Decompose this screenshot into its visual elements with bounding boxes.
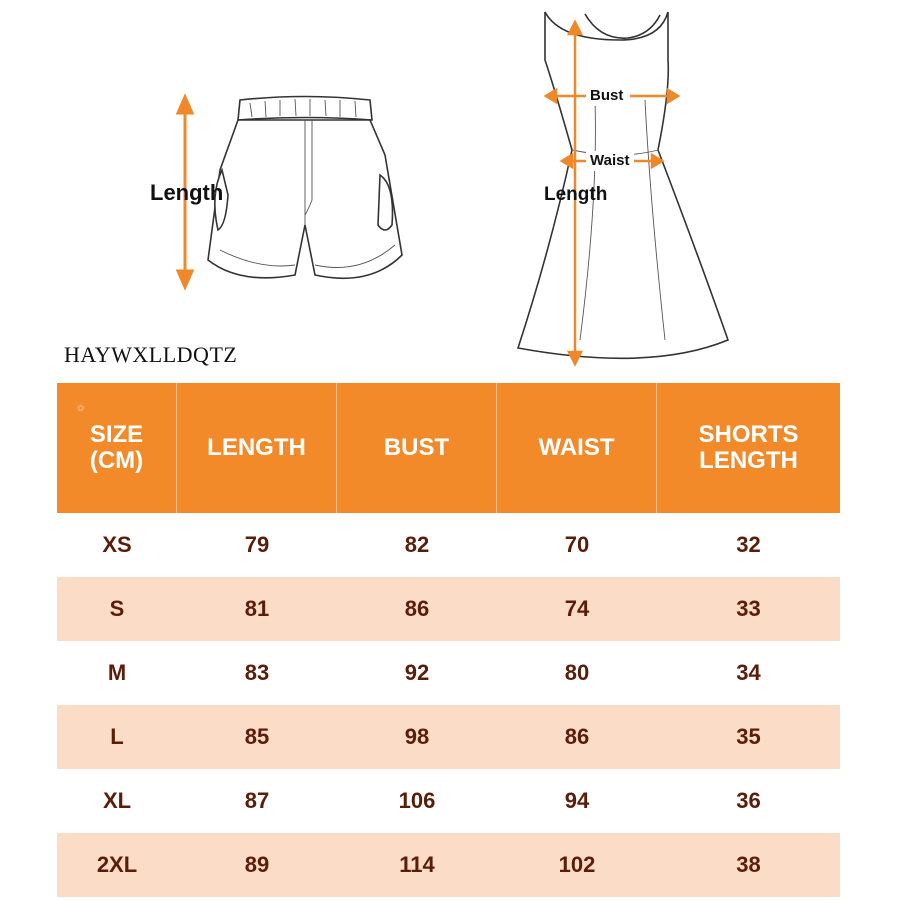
cell-size: XL	[102, 788, 132, 813]
header-size: SIZE (CM)	[57, 383, 177, 513]
cell-shorts-length: 35	[736, 724, 761, 749]
cell-waist: 74	[564, 596, 590, 621]
cell-shorts-length: 34	[736, 660, 761, 685]
size-table	[57, 383, 840, 900]
cell-bust: 106	[398, 788, 436, 813]
cell-length: 87	[244, 788, 270, 813]
cell-bust: 114	[399, 852, 435, 877]
cell-waist: 80	[564, 660, 590, 685]
cell-shorts-length: 32	[736, 532, 761, 557]
cell-shorts-length: 38	[736, 852, 761, 877]
shorts-length-label: Length	[150, 180, 224, 205]
cell-bust: 82	[404, 532, 430, 557]
cell-waist: 86	[564, 724, 590, 749]
cell-size: L	[110, 724, 124, 749]
header-length: LENGTH	[177, 383, 337, 513]
table-row	[57, 705, 840, 769]
table-row	[57, 513, 840, 577]
table-row	[57, 641, 840, 705]
cell-length: 85	[244, 724, 270, 749]
cell-size: XS	[102, 532, 132, 557]
table-row	[57, 833, 840, 897]
cell-length: 89	[244, 852, 270, 877]
dress-illustration	[500, 0, 740, 380]
cell-size: 2XL	[96, 852, 138, 877]
cell-length: 83	[244, 660, 270, 685]
cell-shorts-length: 36	[736, 788, 761, 813]
cell-waist: 94	[564, 788, 590, 813]
cell-shorts-length: 33	[736, 596, 761, 621]
shorts-illustration	[140, 75, 410, 315]
cell-bust: 86	[404, 596, 430, 621]
cell-size: S	[109, 596, 125, 621]
cell-length: 79	[244, 532, 270, 557]
bust-label: Bust	[590, 87, 624, 104]
cell-size: M	[107, 660, 127, 685]
cell-bust: 98	[404, 724, 430, 749]
table-header	[57, 383, 840, 513]
header-bust: BUST	[337, 383, 497, 513]
cell-length: 81	[244, 596, 270, 621]
dress-length-label: Length	[544, 184, 608, 205]
header-waist: WAIST	[497, 383, 657, 513]
header-shorts-length: SHORTS LENGTH	[698, 421, 799, 474]
waist-label: Waist	[590, 152, 630, 169]
table-row	[57, 577, 840, 641]
brand-name: HAYWXLLDQTZ	[64, 342, 238, 367]
table-row	[57, 769, 840, 833]
cell-waist: 102	[558, 852, 596, 877]
watermark: ✿	[77, 403, 85, 413]
cell-bust: 92	[404, 660, 430, 685]
dress-drawing	[500, 0, 740, 380]
cell-waist: 70	[564, 532, 590, 557]
